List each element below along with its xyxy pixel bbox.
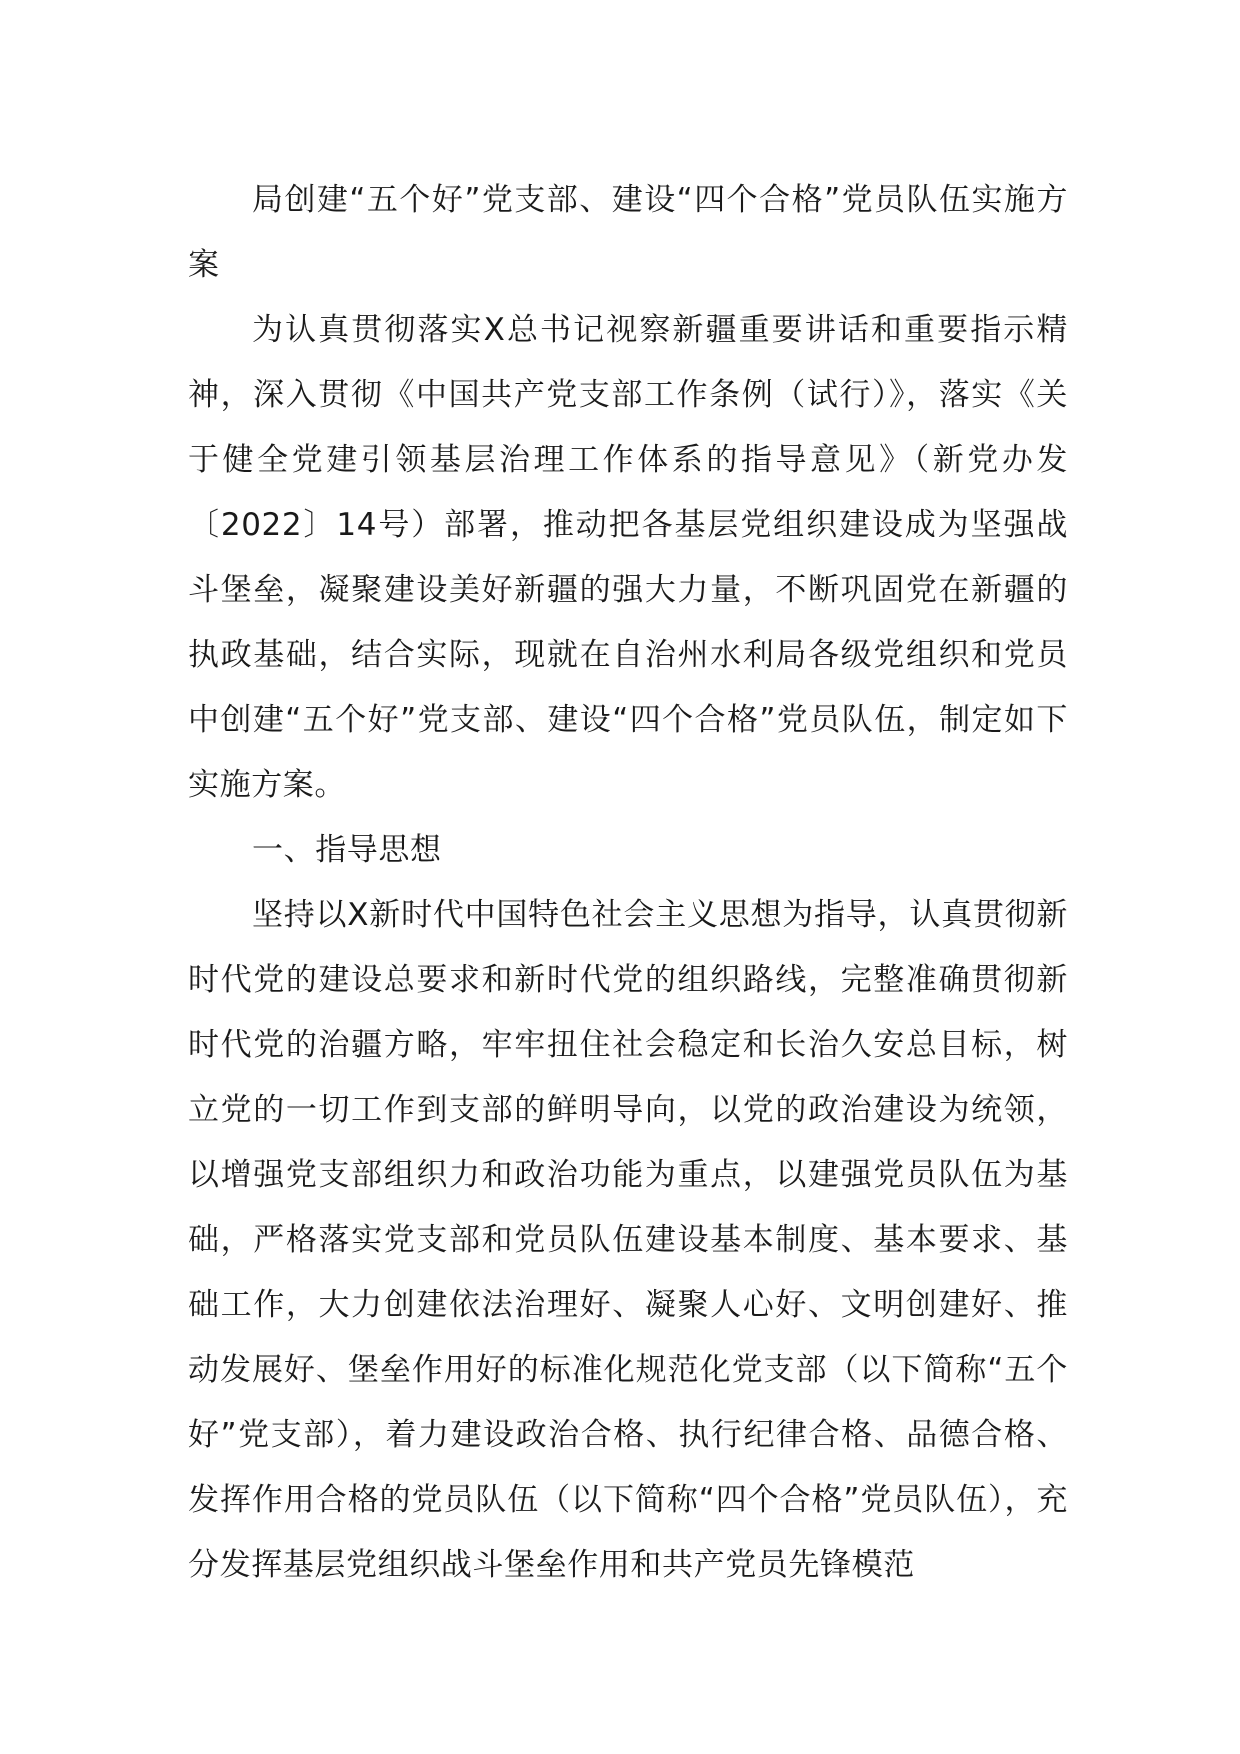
section-paragraph: 坚持以Ⅹ新时代中国特色社会主义思想为指导，认真贯彻新时代党的建设总要求和新时代党的组织路线，完整准确贯彻新时代党的治疆方略，牢牢扭住社会稳定和长治久安总目标，树立党的一切工作到支部的鲜明导向，以党的政治建设为统领，以增强党支部组织力和政治功能为重点，以建强党员队伍为基础，严格落实党支部和党员队伍建设基本制度、基本要求、基础工作，大力创建依法治理好、凝聚人心好、文明创建好、推动发展好、堡垒作用好的标准化规范化党支部（以下简称“五个好”党支部），着力建设政治合格、执行纪律合格、品德合格、发挥作用合格的党员队伍（以下简称“四个合格”党员队伍），充分发挥基层党组织战斗堡垒作用和共产党员先锋模范 [188,897,1068,1583]
intro-paragraph: 为认真贯彻落实Ⅹ总书记视察新疆重要讲话和重要指示精神，深入贯彻《中国共产党支部工作条例（试行）》，落实《关于健全党建引领基层治理工作体系的指导意见》（新党办发〔2022〕14号）部署，推动把各基层党组织建设成为坚强战斗堡垒，凝聚建设美好新疆的强大力量，不断巩固党在新疆的执政基础，结合实际，现就在自治州水利局各级党组织和党员中创建“五个好”党支部、建设“四个合格”党员队伍，制定如下实施方案。 [188,312,1068,803]
document-title: 局创建“五个好”党支部、建设“四个合格”党员队伍实施方案 [188,182,1068,283]
document-body [188,168,1068,1598]
section-heading: 一、指导思想 [252,832,442,868]
